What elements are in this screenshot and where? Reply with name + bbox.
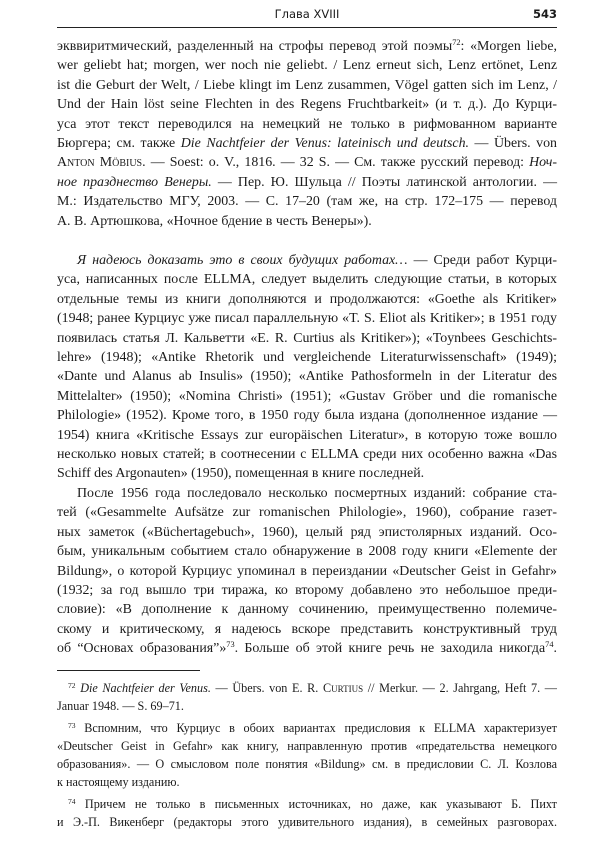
chapter-title: Глава XVIII <box>274 7 340 21</box>
text-line <box>57 464 557 483</box>
text-segment: Philologie» (1952). Кроме того, в 1950 году была издана (дополненное издание — <box>57 408 557 424</box>
text-segment: скому и критическому, я надеюсь вскоре представить конструктивный труд <box>57 621 557 637</box>
footnote-ref: 74 <box>68 796 76 806</box>
text-segment: образования». — О смысловом поле понятия «Bildung» см. в предисловии С. Л. Козлова <box>57 757 557 771</box>
text-line <box>57 795 557 813</box>
paragraph-posthumous-editions <box>57 484 557 659</box>
text-line <box>57 697 557 715</box>
text-segment: Und der Hain löst seine Flechten in des Regens Fruchtbarkeit» (и т. д.). До Курци- <box>57 97 557 113</box>
text-segment: Die Nachtfeier der Venus. <box>80 681 211 695</box>
text-segment: несколько новых статей; в соотнесении с ELLMA среди них особенно важна «Das <box>57 446 557 462</box>
text-segment: // Merkur. — 2. Jahrgang, Heft 7. — <box>363 681 557 695</box>
text-segment: бым, уникальным событием стало обнаружение в 2008 году книги «Elemente der <box>57 544 557 560</box>
text-line <box>57 153 557 172</box>
text-line <box>57 270 557 289</box>
text-segment: После 1956 года последовало несколько посмертных изданий: собрание ста- <box>77 486 557 501</box>
text-segment: Curtius <box>322 681 364 695</box>
text-line <box>57 581 557 600</box>
text-line <box>57 523 557 542</box>
text-line <box>57 813 557 831</box>
text-segment: ist die Geburt der Welt, / Liebe klingt im Lenz zusammen, Vögel gatten sich im Lenz, / <box>57 77 557 93</box>
text-segment: . — Soest: o. V., 1816. — 32 S. — См. также русский перевод: <box>142 155 530 171</box>
text-segment: Die Nachtfeier der Venus: lateinisch und deutsch. <box>180 135 469 151</box>
text-line <box>57 329 557 348</box>
text-segment: Januar 1948. — S. 69–71. <box>57 699 184 713</box>
text-line <box>57 542 557 561</box>
footnote-ref: 73 <box>68 720 76 730</box>
running-head <box>57 6 557 24</box>
text-line <box>57 37 557 56</box>
text-segment: А. В. Артюшкова, «Ночное бдение в честь Венеры»). <box>57 213 372 229</box>
text-segment: Mittelalter» (1950); «Nomina Christi» (1951); «Gustav Gröber und die romanische <box>57 388 557 404</box>
text-segment: — Übers. von <box>469 135 558 151</box>
text-line <box>57 620 557 639</box>
text-segment: появилась статья Л. Кальветти «E. R. Curtius als Kritiker»); «Toynbees Geschichts- <box>57 330 557 346</box>
text-segment: М.: Издательство МГУ, 2003. — С. 17–20 (там же, на стр. 172–175 — перевод <box>57 194 557 210</box>
text-segment: Schiff des Argonauten» (1950), помещенная в книге последней. <box>57 466 425 482</box>
text-segment: Я надеюсь доказать это в своих будущих работах… <box>77 253 408 268</box>
text-segment: к настоящему изданию. <box>57 775 180 789</box>
text-segment: Причем не только в письменных источниках, но даже, как указывают Б. Пихт <box>75 797 557 811</box>
text-line <box>57 600 557 619</box>
paragraph-commentary-future-works <box>57 251 557 484</box>
text-line <box>57 290 557 309</box>
text-segment: . <box>553 641 557 657</box>
footnote-72 <box>57 679 557 715</box>
text-line <box>57 406 557 425</box>
text-line <box>57 639 557 658</box>
text-segment: lehre» (1948); «Antike Rhetorik und vergleichende Literaturwissenschaft» (1949); <box>57 349 557 365</box>
text-segment: Bildung», о которой Курциус упоминал в переиздании «Deutscher Geist in Gefahr» <box>57 563 557 579</box>
text-line <box>57 348 557 367</box>
footnote-ref: 73 <box>226 640 235 650</box>
text-line <box>57 719 557 737</box>
footnote-74 <box>57 795 557 831</box>
text-segment: тей («Gesammelte Aufsätze zur romanischen Philologie», 1960), собрание газет- <box>57 505 557 521</box>
text-segment: Anton Möbius <box>57 155 143 171</box>
text-line <box>57 212 557 231</box>
footnote-ref: 74 <box>545 640 554 650</box>
text-line <box>57 773 557 791</box>
text-line <box>57 309 557 328</box>
text-segment: уса этот текст переводился на немецкий не только в рифмованном варианте <box>57 116 557 132</box>
text-line <box>57 503 557 522</box>
text-line <box>57 679 557 697</box>
text-segment: «Dante und Alanus ab Insulis» (1950); «Antike Pathosformeln in der Literatur des <box>57 369 557 385</box>
text-segment: — Übers. von E. R. <box>210 681 323 695</box>
text-line <box>57 484 557 503</box>
footnote-ref: 72 <box>452 38 461 47</box>
text-line <box>57 562 557 581</box>
text-line <box>57 173 557 192</box>
text-segment: словие): «В дополнение к данному сочинению, преимущественно полемиче- <box>57 602 557 618</box>
text-segment: и Э.-П. Викенберг (редакторы этого удивительного издания), в семейных разговорах. <box>57 815 557 829</box>
text-line <box>57 76 557 95</box>
footnote-73 <box>57 719 557 791</box>
text-line <box>57 755 557 773</box>
page-number: 543 <box>532 7 557 21</box>
text-segment: : «Morgen liebe, <box>460 39 557 54</box>
text-segment: отдельные темы из книги дополняются и продолжаются: «Goethe als Kritiker» <box>57 291 557 307</box>
text-segment: (1932; за год вышло три тиража, ко второму добавлено это небольшое преди- <box>57 582 557 598</box>
header-rule <box>57 27 557 28</box>
text-line <box>57 737 557 755</box>
text-segment: 1954) книга «Kritische Essays zur europäischen Literatur», в которую тоже вошло <box>57 427 557 443</box>
text-segment: Вспомним, что Курциус в обоих вариантах предисловия к ELLMA характеризует <box>75 721 557 735</box>
text-segment: об “Основах образования”» <box>57 641 227 657</box>
footnote-ref: 72 <box>68 680 76 690</box>
text-line <box>57 387 557 406</box>
text-segment: Ноч- <box>529 155 558 171</box>
text-segment: «Deutscher Geist in Gefahr» как книгу, направленную против «предательства немецкого <box>57 739 557 753</box>
footnote-rule <box>57 670 200 671</box>
text-segment: . Больше об этой книге речь не заходила никогда <box>234 641 546 657</box>
text-line <box>57 56 557 75</box>
text-segment: ное празднество Венеры. <box>57 174 212 190</box>
text-segment: — Среди работ Курци- <box>407 253 557 268</box>
text-segment: wer geliebt hat; morgen, wer noch nie geliebt. / Lenz erneut sich, Lenz ertönet, Lenz <box>57 58 557 74</box>
text-segment: ных заметок («Büchertagebuch», 1960), целый ряд эпистолярных изданий. Осо- <box>57 524 557 540</box>
text-segment: — Пер. Ю. Шульца // Поэты латинской антологии. — <box>211 174 557 190</box>
text-segment: уса, написанных после ELLMA, следует выделить следующие статьи, в которых <box>57 272 557 288</box>
text-line <box>57 445 557 464</box>
text-line <box>57 426 557 445</box>
text-line <box>57 95 557 114</box>
text-line <box>57 115 557 134</box>
text-segment: (1948; ранее Курциус уже писал параллельную «T. S. Eliot als Kritiker»; в 1951 году <box>57 311 557 327</box>
text-line <box>57 192 557 211</box>
text-line <box>57 251 557 270</box>
text-line <box>57 367 557 386</box>
text-segment: Бюргера; см. также <box>57 135 181 151</box>
text-line <box>57 134 557 153</box>
paragraph-commentary-continued <box>57 37 557 231</box>
text-segment: экввиритмический, разделенный на строфы перевод этой поэмы <box>57 39 453 54</box>
